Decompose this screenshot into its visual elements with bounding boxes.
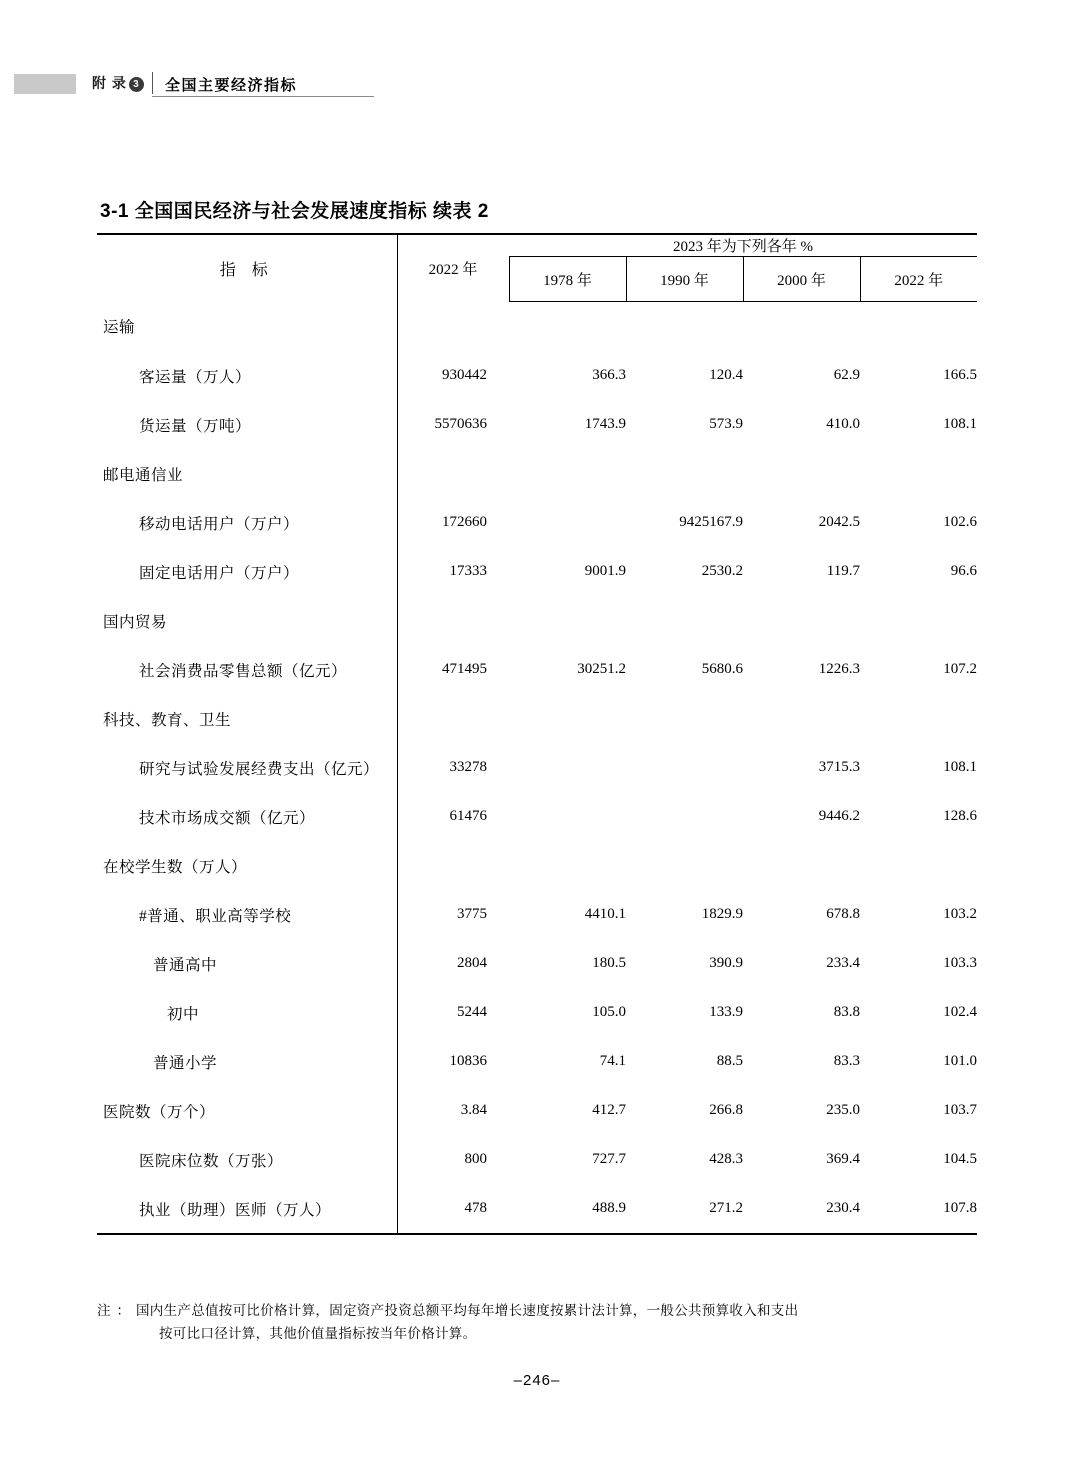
table-head	[97, 234, 977, 302]
table-body	[97, 302, 977, 1235]
cell-2022b: 102.4	[943, 1004, 977, 1020]
cell-1978	[509, 302, 626, 352]
col-header-1978: 1978 年	[509, 257, 626, 302]
cell-2000: 678.8	[826, 906, 860, 922]
table-row	[97, 645, 977, 694]
cell-2022b: 96.6	[950, 563, 977, 579]
cell-1978	[509, 498, 626, 547]
row-label: 技术市场成交额（亿元）	[139, 809, 316, 827]
cell-2022: 10836	[397, 1037, 509, 1086]
cell-1978: 74.1	[599, 1053, 626, 1069]
cell-2022: 172660	[397, 498, 509, 547]
cell-2022	[397, 841, 509, 890]
cell-2000: 1226.3	[818, 661, 860, 677]
cell-1990: 390.9	[709, 955, 743, 971]
cell-2022b: 108.1	[943, 416, 977, 432]
header-gray-bar	[14, 74, 76, 94]
cell-1978	[509, 743, 626, 792]
cell-2022: 5244	[397, 988, 509, 1037]
table-row	[97, 449, 977, 498]
cell-2000: 410.0	[826, 416, 860, 432]
row-label: 移动电话用户（万户）	[139, 515, 300, 533]
statistics-table-wrapper	[97, 233, 977, 1235]
cell-2022b: 107.8	[860, 1184, 977, 1234]
cell-2000: 62.9	[833, 367, 860, 383]
cell-2022	[397, 302, 509, 352]
cell-2022	[397, 449, 509, 498]
statistics-table	[97, 233, 977, 1235]
table-note	[97, 1300, 977, 1346]
cell-1990: 120.4	[709, 367, 743, 383]
cell-1990: 573.9	[709, 416, 743, 432]
cell-2000: 119.7	[826, 563, 860, 579]
cell-2022: 5570636	[397, 400, 509, 449]
cell-2022b	[860, 841, 977, 890]
cell-2000: 235.0	[826, 1102, 860, 1118]
col-header-2000: 2000 年	[743, 257, 860, 302]
row-label: 执业（助理）医师（万人）	[97, 1184, 397, 1234]
cell-1990: 266.8	[709, 1102, 743, 1118]
row-label: 医院数（万个）	[103, 1103, 216, 1121]
note-line-1: 国内生产总值按可比价格计算，固定资产投资总额平均每年增长速度按累计法计算，一般公共预算收入和支出	[136, 1303, 799, 1318]
table-row	[97, 1184, 977, 1234]
cell-2000: 9446.2	[818, 808, 860, 824]
cell-2000: 369.4	[826, 1151, 860, 1167]
cell-2000: 83.3	[833, 1053, 860, 1069]
col-header-1990: 1990 年	[626, 257, 743, 302]
row-label: 固定电话用户（万户）	[139, 564, 300, 582]
row-label: 社会消费品零售总额（亿元）	[139, 662, 348, 680]
col-header-group: 2023 年为下列各年 %	[509, 234, 977, 257]
cell-2000	[743, 449, 860, 498]
running-head	[0, 74, 1074, 96]
row-label: 普通小学	[153, 1054, 218, 1072]
table-row	[97, 743, 977, 792]
cell-1990: 133.9	[709, 1004, 743, 1020]
cell-2022b: 104.5	[943, 1151, 977, 1167]
cell-2022b: 107.2	[943, 661, 977, 677]
appendix-prefix: 附 录	[92, 75, 127, 91]
row-label: #普通、职业高等学校	[139, 907, 292, 925]
cell-1978: 366.3	[592, 367, 626, 383]
col-header-year-2022: 2022 年	[397, 234, 509, 302]
cell-1990	[626, 694, 743, 743]
cell-2022: 3775	[397, 890, 509, 939]
table-row	[97, 351, 977, 400]
row-label: 客运量（万人）	[139, 368, 252, 386]
cell-2022: 930442	[397, 351, 509, 400]
cell-2022b: 103.3	[943, 955, 977, 971]
cell-2022b: 103.2	[943, 906, 977, 922]
cell-2000: 83.8	[833, 1004, 860, 1020]
header-underline	[152, 96, 374, 97]
table-row	[97, 1135, 977, 1184]
cell-2022b	[860, 596, 977, 645]
cell-2000	[743, 841, 860, 890]
cell-2022: 478	[397, 1184, 509, 1234]
cell-2000: 233.4	[826, 955, 860, 971]
cell-2022: 471495	[397, 645, 509, 694]
cell-1990: 271.2	[626, 1184, 743, 1234]
cell-1978: 1743.9	[584, 416, 626, 432]
cell-1990: 88.5	[716, 1053, 743, 1069]
cell-1990: 9425167.9	[679, 514, 743, 530]
cell-2000	[743, 596, 860, 645]
appendix-label	[92, 73, 146, 93]
cell-2022: 2804	[397, 939, 509, 988]
cell-1990	[626, 792, 743, 841]
cell-1978	[509, 449, 626, 498]
cell-1978: 488.9	[509, 1184, 626, 1234]
cell-2000: 230.4	[743, 1184, 860, 1234]
cell-1978	[509, 694, 626, 743]
cell-1978: 105.0	[592, 1004, 626, 1020]
cell-1990	[626, 596, 743, 645]
cell-2022b: 102.6	[943, 514, 977, 530]
table-row	[97, 1037, 977, 1086]
cell-1990: 1829.9	[701, 906, 743, 922]
table-row	[97, 400, 977, 449]
col-header-2022b: 2022 年	[860, 257, 977, 302]
header-divider	[152, 72, 153, 94]
appendix-number-badge: 3	[129, 77, 144, 92]
table-row	[97, 988, 977, 1037]
row-label: 运输	[103, 319, 136, 337]
row-label: 科技、教育、卫生	[103, 711, 232, 729]
cell-2000: 3715.3	[818, 759, 860, 775]
table-row	[97, 792, 977, 841]
table-row	[97, 596, 977, 645]
cell-2022: 33278	[397, 743, 509, 792]
cell-1978	[509, 596, 626, 645]
table-row	[97, 1086, 977, 1135]
cell-2022	[397, 694, 509, 743]
cell-2000: 2042.5	[818, 514, 860, 530]
row-label: 医院床位数（万张）	[139, 1152, 284, 1170]
page-number: –246–	[513, 1372, 561, 1389]
cell-2022b: 108.1	[943, 759, 977, 775]
table-header-row-1	[97, 234, 977, 257]
page-title: 3-1 全国国民经济与社会发展速度指标 续表 2	[100, 201, 489, 222]
cell-2000	[743, 302, 860, 352]
header-section-title: 全国主要经济指标	[165, 77, 298, 94]
cell-1990: 428.3	[709, 1151, 743, 1167]
cell-1978: 412.7	[592, 1102, 626, 1118]
row-label: 普通高中	[153, 956, 218, 974]
cell-1978	[509, 841, 626, 890]
cell-2022: 800	[397, 1135, 509, 1184]
table-row	[97, 890, 977, 939]
row-label: 邮电通信业	[103, 466, 184, 484]
cell-2022: 61476	[397, 792, 509, 841]
cell-1978: 180.5	[592, 955, 626, 971]
cell-1990	[626, 302, 743, 352]
table-row	[97, 694, 977, 743]
cell-1990	[626, 743, 743, 792]
cell-2022b	[860, 302, 977, 352]
cell-1990	[626, 841, 743, 890]
row-label: 初中	[167, 1005, 200, 1023]
row-label: 在校学生数（万人）	[103, 858, 248, 876]
cell-2022	[397, 596, 509, 645]
row-label: 国内贸易	[103, 613, 168, 631]
cell-2022b: 128.6	[943, 808, 977, 824]
col-header-indicator: 指 标	[97, 234, 397, 302]
cell-1978: 9001.9	[584, 563, 626, 579]
table-row	[97, 841, 977, 890]
cell-2022: 3.84	[397, 1086, 509, 1135]
cell-2022b: 166.5	[943, 367, 977, 383]
cell-2022: 17333	[397, 547, 509, 596]
cell-1978: 727.7	[592, 1151, 626, 1167]
note-line-2: 按可比口径计算，其他价值量指标按当年价格计算。	[159, 1325, 477, 1341]
cell-2022b	[860, 449, 977, 498]
cell-2000	[743, 694, 860, 743]
table-row	[97, 939, 977, 988]
cell-1978	[509, 792, 626, 841]
cell-1990	[626, 449, 743, 498]
row-label: 货运量（万吨）	[139, 417, 252, 435]
table-row	[97, 498, 977, 547]
table-row	[97, 302, 977, 352]
cell-2022b	[860, 694, 977, 743]
cell-1990: 2530.2	[701, 563, 743, 579]
note-label: 注：	[97, 1303, 136, 1318]
cell-2022b: 101.0	[943, 1053, 977, 1069]
cell-1990: 5680.6	[701, 661, 743, 677]
cell-1978: 30251.2	[577, 661, 626, 677]
table-row	[97, 547, 977, 596]
cell-2022b: 103.7	[943, 1102, 977, 1118]
row-label: 研究与试验发展经费支出（亿元）	[139, 760, 380, 778]
cell-1978: 4410.1	[584, 906, 626, 922]
